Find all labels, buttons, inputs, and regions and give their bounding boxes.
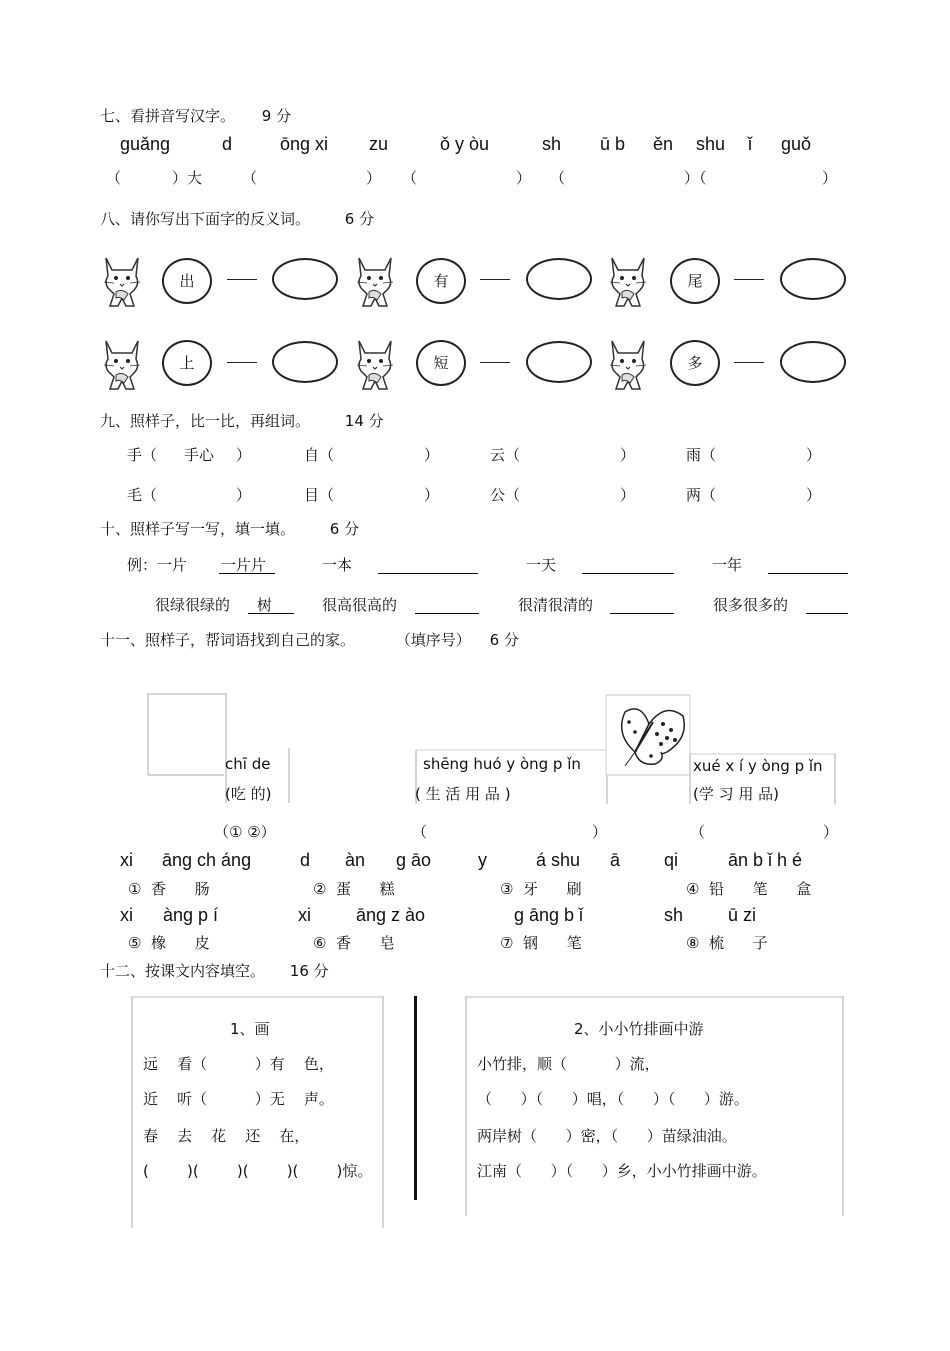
pinyin: ān b ǐ h é (728, 850, 803, 870)
word: 自（ (304, 446, 335, 464)
example-label: 很绿很绿的 (155, 596, 231, 614)
paren: ） (823, 823, 839, 841)
pinyin: ěn (653, 134, 674, 154)
pinyin: g āo (396, 850, 432, 870)
word: 很多很多的 (713, 596, 789, 614)
answer-oval[interactable] (526, 341, 592, 383)
poem-2-title: 2、小小竹排画中游 (574, 1020, 704, 1038)
poem-line: 近 听（ ）无 声。 (143, 1090, 334, 1108)
word-item: ① 香 肠 (128, 880, 210, 898)
cat-icon (606, 337, 650, 391)
word-item: ② 蛋 糕 (313, 880, 395, 898)
pinyin: āng z ào (356, 905, 426, 925)
dash (480, 279, 510, 280)
home-2-label: ( 生 活 用 品 ) (415, 785, 511, 803)
poem-line: ( )( )( )( )惊。 (143, 1162, 373, 1180)
home-1-label: (吃 的) (225, 785, 272, 803)
paren: （ (550, 169, 566, 187)
dash (480, 362, 510, 363)
answer-oval[interactable] (780, 341, 846, 383)
butterfly-icon (605, 694, 691, 776)
home-1-answer: （① ②） (214, 823, 276, 841)
answer-line[interactable] (415, 613, 479, 614)
pinyin: d (222, 134, 233, 154)
section-score: 9 分 (261, 107, 292, 125)
paren: （ (412, 823, 428, 841)
column-divider (414, 996, 417, 1200)
section-7-title (100, 105, 291, 126)
paren: （ (690, 823, 706, 841)
word-item: ⑧ 梳 子 (686, 934, 768, 952)
underline (248, 613, 294, 614)
answer-oval[interactable] (272, 341, 338, 383)
answer-line[interactable] (610, 613, 674, 614)
word: 雨（ (686, 446, 717, 464)
pinyin: qi (664, 850, 679, 870)
section-title-text: 十、照样子写一写，填一填。 (100, 520, 296, 538)
poem-line: 小竹排，顺（ ）流， (477, 1055, 660, 1073)
section-8-title (100, 208, 374, 229)
pinyin: guǒ (781, 134, 812, 154)
word: 一年 (712, 556, 743, 574)
char: 短 (433, 354, 449, 372)
paren: ） (424, 486, 440, 504)
word-item: ③ 牙 刷 (500, 880, 582, 898)
char: 多 (687, 354, 703, 372)
char-circle (670, 340, 720, 386)
paren: ） (620, 446, 636, 464)
char-circle (162, 258, 212, 304)
char-circle (416, 258, 466, 304)
paren: ） (236, 446, 252, 464)
section-score: 16 分 (289, 962, 329, 980)
pinyin: ōng xi (280, 134, 329, 154)
paren: ） (366, 169, 382, 187)
word: 公（ (490, 486, 521, 504)
paren: ） (806, 446, 822, 464)
paren: ） (424, 446, 440, 464)
pinyin: xi (298, 905, 311, 925)
char-circle (416, 340, 466, 386)
paren: ） (516, 169, 532, 187)
word: 两（ (686, 486, 717, 504)
pinyin: y (478, 850, 487, 870)
answer-line[interactable] (582, 573, 674, 574)
word-item: ⑥ 香 皂 (313, 934, 395, 952)
example-label: 例：一片 (127, 556, 188, 574)
answer-oval[interactable] (526, 258, 592, 300)
paren: ）（ (684, 169, 707, 187)
section-12-title (100, 960, 329, 981)
section-title-text: 十二、按课文内容填空。 (100, 962, 266, 980)
pinyin: ǒ y òu (440, 134, 490, 154)
section-score: 6 分 (344, 210, 375, 228)
word: 手（ (127, 446, 158, 464)
cat-icon (353, 254, 397, 308)
home-3-label: (学 习 用 品) (693, 785, 780, 803)
answer-oval[interactable] (272, 258, 338, 300)
section-11-title (100, 629, 519, 650)
answer-line[interactable] (768, 573, 848, 574)
cat-icon (606, 254, 650, 308)
home-1-pinyin: chī de (225, 755, 271, 773)
paren: ） (806, 486, 822, 504)
section-10-title (100, 518, 359, 539)
pinyin: zu (369, 134, 389, 154)
poem-1-title: 1、画 (230, 1020, 270, 1038)
pinyin: ū zi (728, 905, 757, 925)
section-9-title (100, 410, 384, 431)
pinyin: g āng b ǐ (514, 905, 584, 925)
pinyin: shu (696, 134, 726, 154)
paren: （ (106, 169, 122, 187)
pinyin: sh (664, 905, 684, 925)
pinyin: ū b (600, 134, 626, 154)
answer-oval[interactable] (780, 258, 846, 300)
home-2-pinyin: shēng huó y òng p ǐn (423, 755, 581, 773)
word-item: ⑦ 钢 笔 (500, 934, 582, 952)
poem-line: 远 看（ ）有 色， (143, 1055, 334, 1073)
section-title-text: 八、请你写出下面字的反义词。 (100, 210, 311, 228)
word-item: ⑤ 橡 皮 (128, 934, 210, 952)
word: 一本 (322, 556, 353, 574)
section-note: （填序号） (395, 631, 471, 649)
answer-line[interactable] (806, 613, 848, 614)
pinyin: guǎng (120, 134, 171, 154)
paren: ） (822, 169, 838, 187)
paren: （ (242, 169, 258, 187)
pinyin: āng ch áng (162, 850, 252, 870)
pinyin: ā (610, 850, 621, 870)
section-score: 6 分 (489, 631, 519, 649)
dash (734, 362, 764, 363)
cat-icon (100, 254, 144, 308)
example-answer: 树 (257, 596, 273, 614)
pinyin: ǐ (748, 134, 752, 154)
pinyin: d (300, 850, 311, 870)
poem-line: 春 去 花 还 在， (143, 1127, 310, 1145)
pinyin: á shu (536, 850, 581, 870)
pinyin: sh (542, 134, 562, 154)
word: 很清很清的 (518, 596, 594, 614)
section-title-text: 九、照样子，比一比，再组词。 (100, 412, 311, 430)
paren: ） (620, 486, 636, 504)
section-score: 6 分 (329, 520, 360, 538)
char: 上 (179, 354, 195, 372)
section-title-text: 十一、照样子，帮词语找到自己的家。 (100, 631, 356, 649)
underline (219, 573, 275, 574)
dash (734, 279, 764, 280)
dash (227, 279, 257, 280)
char: 出 (179, 272, 195, 290)
section-score: 14 分 (344, 412, 384, 430)
word: 一天 (526, 556, 557, 574)
home-3-pinyin: xué x í y òng p ǐn (693, 757, 823, 775)
paren: ） (236, 486, 252, 504)
poem-line: 两岸树（ ）密，（ ）苗绿油油。 (477, 1127, 737, 1145)
poem-line: 江南（ ）（ ）乡，小小竹排画中游。 (477, 1162, 767, 1180)
char-circle (162, 340, 212, 386)
char-circle (670, 258, 720, 304)
pinyin: àn (345, 850, 366, 870)
paren: ） (592, 823, 608, 841)
dash (227, 362, 257, 363)
answer-line[interactable] (378, 573, 478, 574)
word-item: ④ 铅 笔 盒 (686, 880, 812, 898)
paren: ）大 (172, 169, 203, 187)
pinyin: xi (120, 850, 133, 870)
char: 有 (433, 272, 449, 290)
word: 毛（ (127, 486, 158, 504)
word: 云（ (490, 446, 521, 464)
word: 很高很高的 (322, 596, 398, 614)
cat-icon (100, 337, 144, 391)
section-title-text: 七、看拼音写汉字。 (100, 107, 236, 125)
poem-line: （ ）（ ）唱，（ ）（ ）游。 (477, 1090, 749, 1108)
pinyin: xi (120, 905, 133, 925)
pinyin: àng p í (163, 905, 219, 925)
paren: （ (402, 169, 418, 187)
char: 尾 (687, 272, 703, 290)
example-word: 手心 (184, 446, 215, 464)
cat-icon (353, 337, 397, 391)
example-answer: 一片片 (221, 556, 267, 574)
word: 目（ (304, 486, 335, 504)
